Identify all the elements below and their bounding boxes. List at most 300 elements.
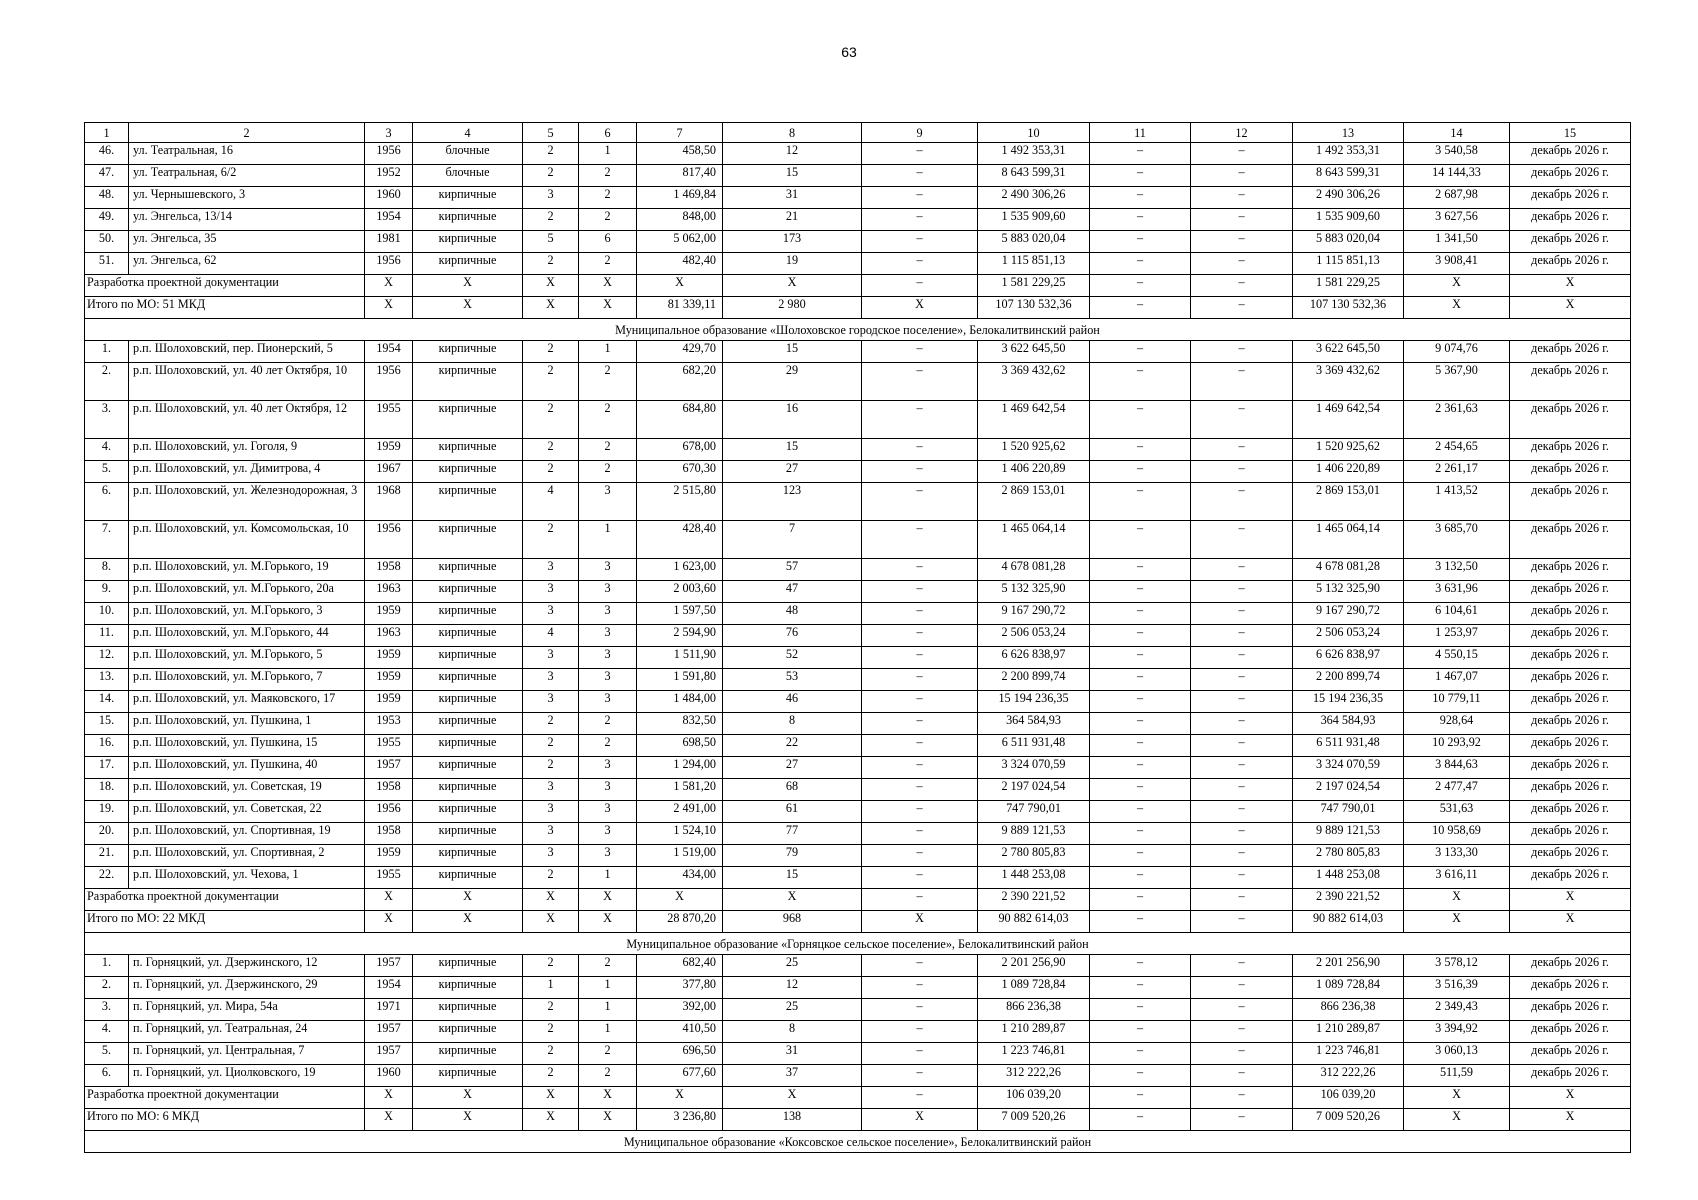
cell-area: 682,20: [637, 363, 723, 401]
x-mark-cell: Х: [579, 1087, 637, 1109]
cell-c11: –: [1090, 165, 1191, 187]
cell-c12: –: [1191, 757, 1293, 779]
cell-addr: п. Горняцкий, ул. Дзержинского, 29: [129, 977, 365, 999]
cell-n: 14.: [85, 691, 129, 713]
cell-material: кирпичные: [413, 231, 523, 253]
dash-cell: –: [1090, 297, 1191, 319]
cell-residents: 21: [723, 209, 862, 231]
cell-c14: 9 074,76: [1404, 341, 1510, 363]
cell-c11: –: [1090, 253, 1191, 275]
cell-entr: 3: [579, 559, 637, 581]
cell-c10: 1 115 851,13: [978, 253, 1090, 275]
total-residents: 2 980: [723, 297, 862, 319]
cell-c12: –: [1191, 559, 1293, 581]
cell-c12: –: [1191, 735, 1293, 757]
cell-c12: –: [1191, 647, 1293, 669]
cell-entr: 2: [579, 187, 637, 209]
cell-c13: 1 115 851,13: [1293, 253, 1404, 275]
cell-year: 1958: [365, 779, 413, 801]
cell-floors: 2: [523, 439, 579, 461]
cell-n: 48.: [85, 187, 129, 209]
cell-residents: 25: [723, 955, 862, 977]
cell-residents: 12: [723, 143, 862, 165]
cell-residents: 25: [723, 999, 862, 1021]
cell-year: 1956: [365, 253, 413, 275]
section-title: Муниципальное образование «Шолоховское городское поселение», Белокалитвинский район: [85, 319, 1631, 341]
cell-year: 1955: [365, 867, 413, 889]
cell-residents: 57: [723, 559, 862, 581]
table-row: [85, 363, 1631, 401]
cell-entr: 3: [579, 669, 637, 691]
cell-addr: п. Горняцкий, ул. Дзержинского, 12: [129, 955, 365, 977]
x-mark-cell: Х: [413, 911, 523, 933]
cell-floors: 3: [523, 647, 579, 669]
cell-residents: 15: [723, 165, 862, 187]
cell-entr: 3: [579, 779, 637, 801]
x-mark-cell: Х: [637, 1087, 723, 1109]
cell-c13: 312 222,26: [1293, 1065, 1404, 1087]
cell-c12: –: [1191, 823, 1293, 845]
cell-residents: 31: [723, 1043, 862, 1065]
total-row: [85, 1109, 1631, 1131]
cell-c12: –: [1191, 955, 1293, 977]
cell-c10: 1 089 728,84: [978, 977, 1090, 999]
cell-floors: 2: [523, 209, 579, 231]
cell-entr: 1: [579, 521, 637, 559]
cell-c9: –: [862, 867, 978, 889]
cell-material: кирпичные: [413, 779, 523, 801]
cell-c15: декабрь 2026 г.: [1510, 867, 1631, 889]
cell-entr: 3: [579, 483, 637, 521]
cell-c15: декабрь 2026 г.: [1510, 401, 1631, 439]
cell-c14: 4 550,15: [1404, 647, 1510, 669]
cell-addr: п. Горняцкий, ул. Мира, 54а: [129, 999, 365, 1021]
cell-c15: декабрь 2026 г.: [1510, 845, 1631, 867]
cell-residents: 15: [723, 439, 862, 461]
total-area: 81 339,11: [637, 297, 723, 319]
cell-c13: 6 626 838,97: [1293, 647, 1404, 669]
cell-c10: 2 197 024,54: [978, 779, 1090, 801]
cell-c15: декабрь 2026 г.: [1510, 1043, 1631, 1065]
cell-entr: 1: [579, 867, 637, 889]
cell-material: кирпичные: [413, 757, 523, 779]
cell-c14: 2 477,47: [1404, 779, 1510, 801]
x-mark-cell: Х: [579, 297, 637, 319]
dash-cell: –: [862, 1087, 978, 1109]
cell-c9: –: [862, 625, 978, 647]
cell-c9: –: [862, 143, 978, 165]
cell-material: кирпичные: [413, 691, 523, 713]
cell-floors: 2: [523, 401, 579, 439]
cell-c11: –: [1090, 231, 1191, 253]
cell-c11: –: [1090, 1065, 1191, 1087]
x-mark-cell: Х: [1510, 911, 1631, 933]
cell-addr: р.п. Шолоховский, ул. Маяковского, 17: [129, 691, 365, 713]
table-row: [85, 801, 1631, 823]
cell-floors: 2: [523, 1021, 579, 1043]
cell-entr: 1: [579, 341, 637, 363]
cell-area: 2 003,60: [637, 581, 723, 603]
cell-c10: 1 406 220,89: [978, 461, 1090, 483]
cell-c10: 5 883 020,04: [978, 231, 1090, 253]
cell-residents: 15: [723, 867, 862, 889]
cell-c9: –: [862, 559, 978, 581]
cell-material: кирпичные: [413, 1043, 523, 1065]
cell-c10: 5 132 325,90: [978, 581, 1090, 603]
cell-c12: –: [1191, 341, 1293, 363]
cell-c13: 2 201 256,90: [1293, 955, 1404, 977]
cell-c14: 14 144,33: [1404, 165, 1510, 187]
cell-c11: –: [1090, 867, 1191, 889]
cell-addr: ул. Чернышевского, 3: [129, 187, 365, 209]
cell-material: кирпичные: [413, 483, 523, 521]
cell-c9: –: [862, 363, 978, 401]
cell-area: 682,40: [637, 955, 723, 977]
cell-year: 1957: [365, 757, 413, 779]
design-docs-row: [85, 1087, 1631, 1109]
table-row: [85, 867, 1631, 889]
cell-material: кирпичные: [413, 1065, 523, 1087]
cell-addr: ул. Театральная, 16: [129, 143, 365, 165]
x-mark-cell: Х: [365, 1109, 413, 1131]
cell-material: блочные: [413, 143, 523, 165]
cell-c11: –: [1090, 439, 1191, 461]
x-mark-cell: Х: [1404, 297, 1510, 319]
cell-area: 1 597,50: [637, 603, 723, 625]
cell-addr: п. Горняцкий, ул. Циолковского, 19: [129, 1065, 365, 1087]
cell-c10: 1 223 746,81: [978, 1043, 1090, 1065]
cell-c11: –: [1090, 713, 1191, 735]
cell-c11: –: [1090, 625, 1191, 647]
cell-year: 1954: [365, 341, 413, 363]
table-row: [85, 209, 1631, 231]
cell-addr: ул. Театральная, 6/2: [129, 165, 365, 187]
cell-c15: декабрь 2026 г.: [1510, 691, 1631, 713]
cell-n: 15.: [85, 713, 129, 735]
column-number-cell: 12: [1191, 123, 1293, 143]
dash-cell: –: [862, 275, 978, 297]
cell-year: 1956: [365, 801, 413, 823]
cell-area: 428,40: [637, 521, 723, 559]
cell-c10: 364 584,93: [978, 713, 1090, 735]
cell-area: 1 524,10: [637, 823, 723, 845]
cell-material: кирпичные: [413, 209, 523, 231]
cell-year: 1963: [365, 625, 413, 647]
cell-c10: 2 201 256,90: [978, 955, 1090, 977]
cell-year: 1959: [365, 669, 413, 691]
cell-c12: –: [1191, 1065, 1293, 1087]
cell-c10: 1 492 353,31: [978, 143, 1090, 165]
cell-year: 1956: [365, 521, 413, 559]
cell-c9: –: [862, 845, 978, 867]
cell-floors: 2: [523, 867, 579, 889]
cell-c10: 1 465 064,14: [978, 521, 1090, 559]
cell-c14: 10 958,69: [1404, 823, 1510, 845]
x-mark-cell: Х: [523, 889, 579, 911]
cell-residents: 46: [723, 691, 862, 713]
x-mark-cell: Х: [862, 297, 978, 319]
cell-c13: 1 089 728,84: [1293, 977, 1404, 999]
cell-entr: 3: [579, 823, 637, 845]
cell-material: кирпичные: [413, 735, 523, 757]
cell-c14: 3 132,50: [1404, 559, 1510, 581]
cell-n: 11.: [85, 625, 129, 647]
section-title: Муниципальное образование «Горняцкое сельское поселение», Белокалитвинский район: [85, 933, 1631, 955]
x-mark-cell: Х: [413, 1087, 523, 1109]
section-header-row: [85, 319, 1631, 341]
total-residents: 968: [723, 911, 862, 933]
cell-c13: 15 194 236,35: [1293, 691, 1404, 713]
cell-c14: 10 293,92: [1404, 735, 1510, 757]
cell-c12: –: [1191, 521, 1293, 559]
cell-c13: 4 678 081,28: [1293, 559, 1404, 581]
cell-entr: 2: [579, 363, 637, 401]
cell-c15: декабрь 2026 г.: [1510, 735, 1631, 757]
cell-residents: 19: [723, 253, 862, 275]
cell-n: 18.: [85, 779, 129, 801]
design-docs-c13: 2 390 221,52: [1293, 889, 1404, 911]
total-area: 28 870,20: [637, 911, 723, 933]
cell-area: 817,40: [637, 165, 723, 187]
column-number-cell: 15: [1510, 123, 1631, 143]
registry-body: [85, 123, 1631, 1153]
cell-material: кирпичные: [413, 867, 523, 889]
cell-year: 1954: [365, 977, 413, 999]
cell-c10: 8 643 599,31: [978, 165, 1090, 187]
cell-year: 1953: [365, 713, 413, 735]
cell-area: 677,60: [637, 1065, 723, 1087]
column-number-cell: 6: [579, 123, 637, 143]
cell-c10: 2 506 053,24: [978, 625, 1090, 647]
section-title: Муниципальное образование «Коксовское сельское поселение», Белокалитвинский район: [85, 1131, 1631, 1153]
cell-material: кирпичные: [413, 461, 523, 483]
cell-c15: декабрь 2026 г.: [1510, 231, 1631, 253]
dash-cell: –: [1191, 297, 1293, 319]
cell-c13: 1 535 909,60: [1293, 209, 1404, 231]
x-mark-cell: Х: [365, 275, 413, 297]
cell-addr: р.п. Шолоховский, ул. Гоголя, 9: [129, 439, 365, 461]
cell-n: 6.: [85, 1065, 129, 1087]
x-mark-cell: Х: [579, 889, 637, 911]
cell-addr: р.п. Шолоховский, ул. Спортивная, 2: [129, 845, 365, 867]
total-c10: 90 882 614,03: [978, 911, 1090, 933]
cell-c9: –: [862, 823, 978, 845]
cell-c9: –: [862, 713, 978, 735]
cell-n: 49.: [85, 209, 129, 231]
cell-entr: 2: [579, 401, 637, 439]
design-docs-c10: 1 581 229,25: [978, 275, 1090, 297]
cell-material: кирпичные: [413, 439, 523, 461]
cell-c9: –: [862, 735, 978, 757]
table-row: [85, 559, 1631, 581]
cell-entr: 3: [579, 757, 637, 779]
cell-addr: р.п. Шолоховский, ул. М.Горького, 3: [129, 603, 365, 625]
cell-entr: 1: [579, 1021, 637, 1043]
cell-entr: 2: [579, 735, 637, 757]
cell-c11: –: [1090, 845, 1191, 867]
cell-c13: 1 406 220,89: [1293, 461, 1404, 483]
cell-c15: декабрь 2026 г.: [1510, 363, 1631, 401]
cell-area: 392,00: [637, 999, 723, 1021]
dash-cell: –: [1191, 275, 1293, 297]
x-mark-cell: Х: [1510, 889, 1631, 911]
cell-n: 21.: [85, 845, 129, 867]
cell-floors: 3: [523, 581, 579, 603]
cell-c9: –: [862, 1043, 978, 1065]
x-mark-cell: Х: [365, 1087, 413, 1109]
cell-n: 50.: [85, 231, 129, 253]
cell-c12: –: [1191, 1021, 1293, 1043]
cell-area: 698,50: [637, 735, 723, 757]
cell-n: 13.: [85, 669, 129, 691]
cell-residents: 47: [723, 581, 862, 603]
cell-entr: 3: [579, 691, 637, 713]
cell-floors: 4: [523, 483, 579, 521]
cell-year: 1960: [365, 1065, 413, 1087]
cell-c13: 3 369 432,62: [1293, 363, 1404, 401]
table-row: [85, 713, 1631, 735]
x-mark-cell: Х: [637, 889, 723, 911]
cell-n: 5.: [85, 1043, 129, 1065]
cell-addr: р.п. Шолоховский, ул. Комсомольская, 10: [129, 521, 365, 559]
x-mark-cell: Х: [723, 1087, 862, 1109]
cell-material: кирпичные: [413, 801, 523, 823]
cell-material: кирпичные: [413, 977, 523, 999]
x-mark-cell: Х: [723, 889, 862, 911]
cell-c14: 3 578,12: [1404, 955, 1510, 977]
cell-year: 1952: [365, 165, 413, 187]
cell-c11: –: [1090, 801, 1191, 823]
cell-c13: 1 448 253,08: [1293, 867, 1404, 889]
cell-c9: –: [862, 461, 978, 483]
cell-c14: 3 908,41: [1404, 253, 1510, 275]
cell-residents: 68: [723, 779, 862, 801]
dash-cell: –: [1090, 1087, 1191, 1109]
dash-cell: –: [1191, 911, 1293, 933]
cell-c10: 3 622 645,50: [978, 341, 1090, 363]
cell-addr: р.п. Шолоховский, ул. М.Горького, 5: [129, 647, 365, 669]
cell-c11: –: [1090, 143, 1191, 165]
cell-year: 1958: [365, 823, 413, 845]
x-mark-cell: Х: [579, 911, 637, 933]
cell-addr: р.п. Шолоховский, ул. М.Горького, 44: [129, 625, 365, 647]
cell-n: 5.: [85, 461, 129, 483]
cell-area: 410,50: [637, 1021, 723, 1043]
design-docs-label: Разработка проектной документации: [85, 889, 365, 911]
x-mark-cell: Х: [1510, 275, 1631, 297]
cell-c14: 3 616,11: [1404, 867, 1510, 889]
cell-floors: 1: [523, 977, 579, 999]
table-row: [85, 483, 1631, 521]
cell-c15: декабрь 2026 г.: [1510, 779, 1631, 801]
cell-c10: 312 222,26: [978, 1065, 1090, 1087]
cell-addr: ул. Энгельса, 35: [129, 231, 365, 253]
cell-c12: –: [1191, 999, 1293, 1021]
total-c13: 7 009 520,26: [1293, 1109, 1404, 1131]
table-row: [85, 779, 1631, 801]
cell-c10: 747 790,01: [978, 801, 1090, 823]
cell-c14: 2 349,43: [1404, 999, 1510, 1021]
cell-entr: 3: [579, 625, 637, 647]
dash-cell: –: [1191, 889, 1293, 911]
cell-c15: декабрь 2026 г.: [1510, 823, 1631, 845]
cell-material: кирпичные: [413, 625, 523, 647]
cell-addr: ул. Энгельса, 62: [129, 253, 365, 275]
cell-residents: 173: [723, 231, 862, 253]
cell-material: кирпичные: [413, 581, 523, 603]
cell-year: 1956: [365, 143, 413, 165]
cell-year: 1959: [365, 603, 413, 625]
x-mark-cell: Х: [579, 275, 637, 297]
cell-material: кирпичные: [413, 603, 523, 625]
cell-c12: –: [1191, 461, 1293, 483]
cell-c9: –: [862, 1021, 978, 1043]
total-label: Итого по МО: 6 МКД: [85, 1109, 365, 1131]
dash-cell: –: [1090, 911, 1191, 933]
cell-c14: 3 627,56: [1404, 209, 1510, 231]
cell-c15: декабрь 2026 г.: [1510, 559, 1631, 581]
table-row: [85, 165, 1631, 187]
cell-c15: декабрь 2026 г.: [1510, 1021, 1631, 1043]
cell-c15: декабрь 2026 г.: [1510, 341, 1631, 363]
cell-c14: 511,59: [1404, 1065, 1510, 1087]
cell-residents: 52: [723, 647, 862, 669]
cell-c11: –: [1090, 823, 1191, 845]
cell-n: 51.: [85, 253, 129, 275]
cell-c13: 1 520 925,62: [1293, 439, 1404, 461]
cell-c14: 3 540,58: [1404, 143, 1510, 165]
cell-n: 8.: [85, 559, 129, 581]
x-mark-cell: Х: [523, 297, 579, 319]
cell-c10: 9 167 290,72: [978, 603, 1090, 625]
cell-c10: 6 511 931,48: [978, 735, 1090, 757]
cell-c10: 1 469 642,54: [978, 401, 1090, 439]
cell-area: 2 491,00: [637, 801, 723, 823]
cell-area: 1 519,00: [637, 845, 723, 867]
cell-c10: 866 236,38: [978, 999, 1090, 1021]
cell-addr: р.п. Шолоховский, ул. Чехова, 1: [129, 867, 365, 889]
cell-c13: 866 236,38: [1293, 999, 1404, 1021]
cell-c14: 2 687,98: [1404, 187, 1510, 209]
cell-year: 1955: [365, 401, 413, 439]
cell-addr: р.п. Шолоховский, ул. Железнодорожная, 3: [129, 483, 365, 521]
cell-entr: 3: [579, 581, 637, 603]
cell-c13: 2 506 053,24: [1293, 625, 1404, 647]
cell-floors: 2: [523, 165, 579, 187]
cell-c11: –: [1090, 647, 1191, 669]
cell-c11: –: [1090, 691, 1191, 713]
cell-c15: декабрь 2026 г.: [1510, 647, 1631, 669]
cell-c14: 3 685,70: [1404, 521, 1510, 559]
cell-n: 20.: [85, 823, 129, 845]
cell-area: 458,50: [637, 143, 723, 165]
cell-n: 3.: [85, 401, 129, 439]
x-mark-cell: Х: [523, 1087, 579, 1109]
cell-c10: 6 626 838,97: [978, 647, 1090, 669]
table-row: [85, 187, 1631, 209]
table-row: [85, 669, 1631, 691]
cell-c13: 3 324 070,59: [1293, 757, 1404, 779]
cell-residents: 12: [723, 977, 862, 999]
cell-c11: –: [1090, 483, 1191, 521]
cell-n: 2.: [85, 977, 129, 999]
cell-c9: –: [862, 341, 978, 363]
cell-c14: 2 454,65: [1404, 439, 1510, 461]
cell-material: кирпичные: [413, 713, 523, 735]
cell-addr: р.п. Шолоховский, ул. Димитрова, 4: [129, 461, 365, 483]
x-mark-cell: Х: [1404, 1087, 1510, 1109]
cell-year: 1971: [365, 999, 413, 1021]
